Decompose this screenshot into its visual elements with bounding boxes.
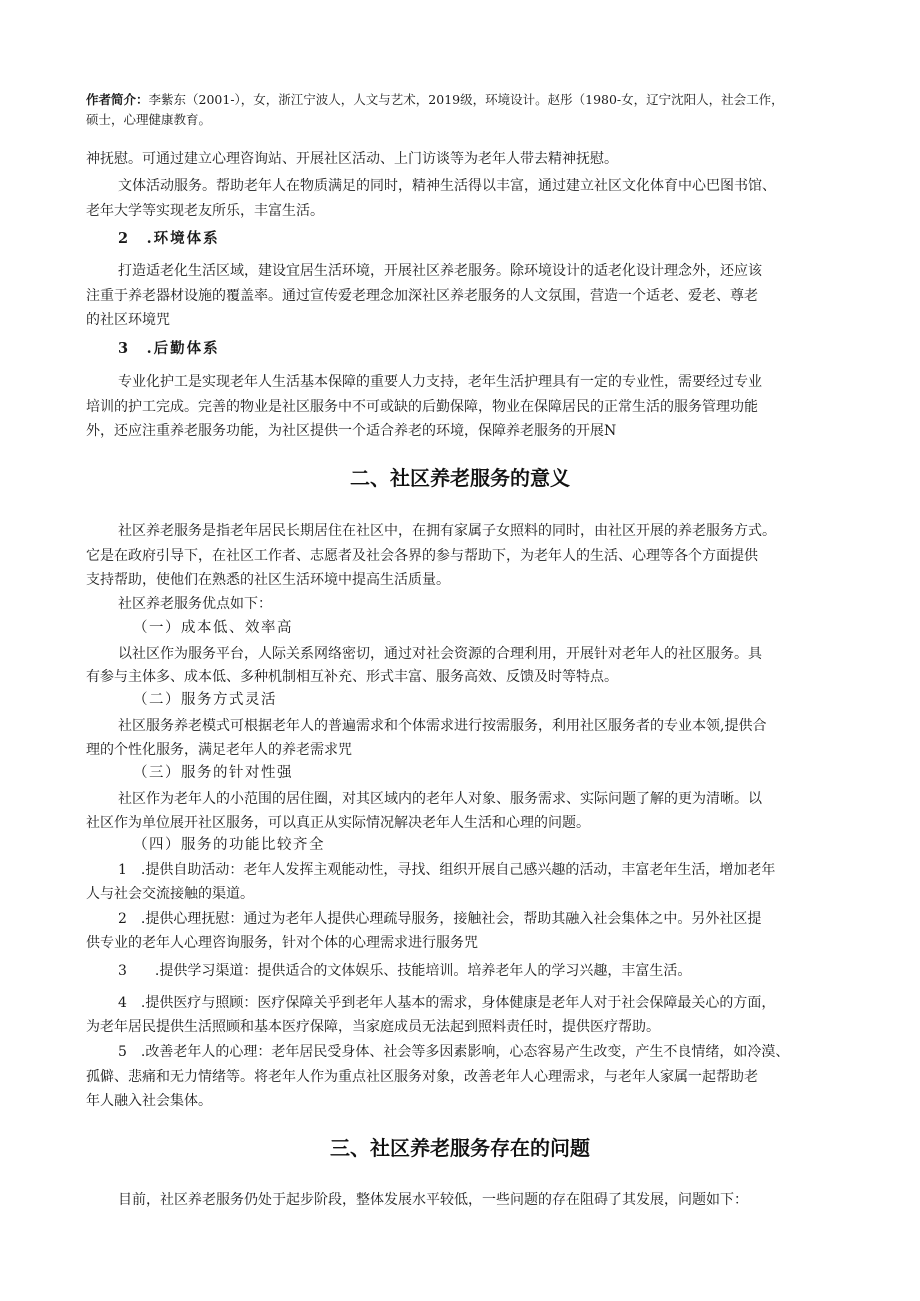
paragraph-line: 以社区作为服务平台，人际关系网络密切，通过对社会资源的合理利用，开展针对老年人的社区服务。具 (118, 646, 762, 662)
paragraph-line: 支持帮助，使他们在熟悉的社区生活环境中提高生活质量。 (86, 572, 450, 588)
paragraph-line: 理的个性化服务，满足老年人的养老需求咒 (86, 742, 352, 758)
paragraph-line: 外，还应注重养老服务功能，为社区提供一个适合养老的环境，保障养老服务的开展N (86, 423, 617, 439)
paragraph-line: 老年大学等实现老友所乐，丰富生活。 (86, 203, 324, 219)
paragraph-line: 注重于养老器材设施的覆盖率。通过宣传爱老理念加深社区养老服务的人文氛围，营造一个适老、爱老、尊老 (86, 288, 758, 304)
list-item-line: 5 .改善老年人的心理：老年居民受身体、社会等多因素影响，心态容易产生改变，产生不良情绪，如冷漠、 (118, 1044, 790, 1060)
paragraph-line: 社区养老服务优点如下： (118, 596, 272, 612)
list-item-line: 孤僻、悲痛和无力情绪等。将老年人作为重点社区服务对象，改善老年人心理需求，与老年人家属一起帮助老 (86, 1069, 758, 1085)
paragraph-line: 文体活动服务。帮助老年人在物质满足的同时，精神生活得以丰富，通过建立社区文化体育中心巴图书馆、 (118, 178, 776, 194)
paragraph-line: 神抚慰。可通过建立心理咨询站、开展社区活动、上门访谈等为老年人带去精神抚慰。 (86, 151, 618, 167)
paragraph-line: 专业化护工是实现老年人生活基本保障的重要人力支持，老年生活护理具有一定的专业性，需要经过专业 (118, 374, 762, 390)
paragraph-line: 社区服务养老模式可根据老年人的普遍需求和个体需求进行按需服务，利用社区服务者的专业本领,提供合 (118, 718, 767, 734)
author-note-line-2: 硕士，心理健康教育。 (86, 112, 212, 127)
paragraph-line: 社区养老服务是指老年居民长期居住在社区中，在拥有家属子女照料的同时，由社区开展的养老服务方式。 (118, 523, 776, 539)
list-item-line: 3 .提供学习渠道：提供适合的文体娱乐、技能培训。培养老年人的学习兴趣，丰富生活。 (118, 963, 692, 979)
list-item-line: 为老年居民提供生活照顾和基本医疗保障，当家庭成员无法起到照料责任时，提供医疗帮助。 (86, 1019, 660, 1035)
paragraph-line: 它是在政府引导下，在社区工作者、志愿者及社会各界的参与帮助下，为老年人的生活、心理等各个方面提供 (86, 548, 758, 564)
section-title-problems: 三、社区养老服务存在的问题 (330, 1136, 590, 1160)
paragraph-line: 社区作为单位展开社区服务，可以真正从实际情况解决老年人生活和心理的问题。 (86, 815, 590, 831)
list-item-line: 2 .提供心理抚慰：通过为老年人提供心理疏导服务，接触社会，帮助其融入社会集体之中。另外社区提 (118, 911, 762, 927)
paragraph-line: 培训的护工完成。完善的物业是社区服务中不可或缺的后勤保障，物业在保障居民的正常生活的服务管理功能 (86, 399, 758, 415)
paragraph-line: 有参与主体多、成本低、多种机制相互补充、形式丰富、服务高效、反馈及时等特点。 (86, 669, 618, 685)
subsection-heading-logistics: 3 .后勤体系 (118, 340, 220, 357)
author-note-text: 李紫东（2001-），女，浙江宁波人，人文与艺术，2019级，环境设计。赵彤（1980-女，辽宁沈阳人，社会工作， (148, 92, 784, 107)
subheading-flexible: （二）服务方式灵活 (133, 692, 277, 708)
subheading-low-cost: （一）成本低、效率高 (133, 620, 293, 636)
author-note-line-1 (86, 90, 784, 110)
paragraph-line: 打造适老化生活区域，建设宜居生活环境，开展社区养老服务。除环境设计的适老化设计理念外，还应该 (118, 263, 762, 279)
list-item-line: 1 .提供自助活动：老年人发挥主观能动性，寻找、组织开展自己感兴趣的活动，丰富老年生活，增加老年 (118, 862, 776, 878)
list-item-line: 供专业的老年人心理咨询服务，针对个体的心理需求进行服务咒 (86, 935, 478, 951)
section-title-significance: 二、社区养老服务的意义 (350, 466, 570, 490)
author-note-label: 作者简介： (86, 92, 149, 107)
paragraph-line: 的社区环境咒 (86, 312, 170, 328)
subheading-comprehensive: （四）服务的功能比较齐全 (133, 837, 325, 853)
paragraph-line: 社区作为老年人的小范围的居住圈，对其区域内的老年人对象、服务需求、实际问题了解的更为清晰。以 (118, 791, 762, 807)
paragraph-line: 目前，社区养老服务仍处于起步阶段，整体发展水平较低，一些问题的存在阻碍了其发展，问题如下： (118, 1192, 748, 1208)
list-item-line: 4 .提供医疗与照顾：医疗保障关乎到老年人基本的需求，身体健康是老年人对于社会保障最关心的方面， (118, 995, 776, 1011)
subsection-heading-environment: 2 .环境体系 (118, 230, 220, 247)
subheading-targeted: （三）服务的针对性强 (133, 765, 293, 781)
list-item-line: 人与社会交流接触的渠道。 (86, 886, 254, 902)
list-item-line: 年人融入社会集体。 (86, 1093, 212, 1109)
